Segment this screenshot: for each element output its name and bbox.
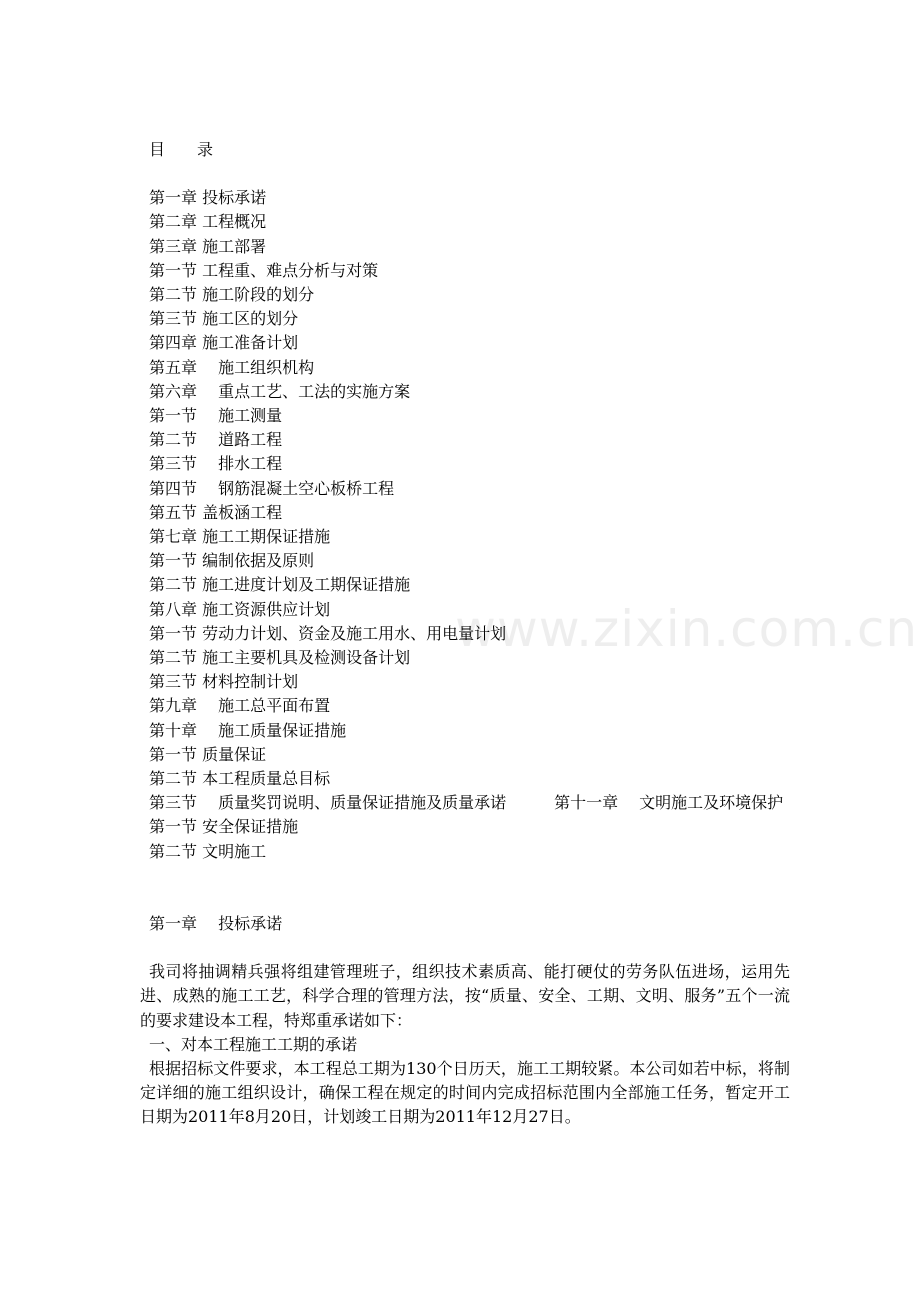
toc-title: 目 录 [149,140,214,159]
toc-item: 第二章 工程概况 [149,212,267,232]
toc-item: 第二节 施工进度计划及工期保证措施 [149,575,411,595]
toc-item: 第四节 钢筋混凝土空心板桥工程 [149,478,395,498]
toc-item: 第二节 本工程质量总目标 [149,769,331,789]
toc-item: 第九章 施工总平面布置 [149,696,331,716]
toc-item: 第三节 施工区的划分 [149,309,299,329]
section-paragraph: 根据招标文件要求，本工程总工期为130个日历天，施工工期较紧。本公司如若中标，将制定详细的施工组织设计，确保工程在规定的时间内完成招标范围内全部施工任务，暂定开工日期为2011年8月20日，计划竣工日期为2011年12月27日。 [140,1058,790,1127]
toc-item: 第一节 编制依据及原则 [149,551,315,571]
watermark: www.zixin.com.cn [455,600,919,658]
toc-item: 第三节 材料控制计划 [149,672,299,692]
toc-item: 第三节 质量奖罚说明、质量保证措施及质量承诺 第十一章 文明施工及环境保护 [149,793,784,813]
toc-item: 第一节 施工测量 [149,406,283,426]
section-title: 一、对本工程施工工期的承诺 [149,1034,358,1054]
toc-item: 第八章 施工资源供应计划 [149,599,331,619]
toc-item: 第一章 投标承诺 [149,188,267,208]
toc-item: 第十章 施工质量保证措施 [149,720,347,740]
toc-item: 第二节 施工主要机具及检测设备计划 [149,648,411,668]
toc-item: 第一节 劳动力计划、资金及施工用水、用电量计划 [149,623,507,643]
toc-list [140,186,790,864]
toc-item: 第五节 盖板涵工程 [149,502,283,522]
toc-item: 第七章 施工工期保证措施 [149,527,331,547]
toc-item: 第二节 道路工程 [149,430,283,450]
document-page [140,138,790,1130]
toc-item: 第三节 排水工程 [149,454,283,474]
toc-item: 第二节 文明施工 [149,841,267,861]
toc-item: 第一节 质量保证 [149,744,267,764]
toc-item: 第二节 施工阶段的划分 [149,285,315,305]
toc-item: 第一节 安全保证措施 [149,817,299,837]
toc-item: 第三章 施工部署 [149,236,267,256]
toc-item: 第一节 工程重、难点分析与对策 [149,260,379,280]
toc-item: 第五章 施工组织机构 [149,357,315,377]
toc-item: 第四章 施工准备计划 [149,333,299,353]
chapter-heading: 第一章 投标承诺 [149,913,283,933]
intro-paragraph: 我司将抽调精兵强将组建管理班子，组织技术素质高、能打硬仗的劳务队伍进场，运用先进、成熟的施工工艺，科学合理的管理方法，按“质量、安全、工期、文明、服务”五个一流的要求建设本工程，特郑重承诺如下： [140,962,790,1030]
toc-item: 第六章 重点工艺、工法的实施方案 [149,381,411,401]
